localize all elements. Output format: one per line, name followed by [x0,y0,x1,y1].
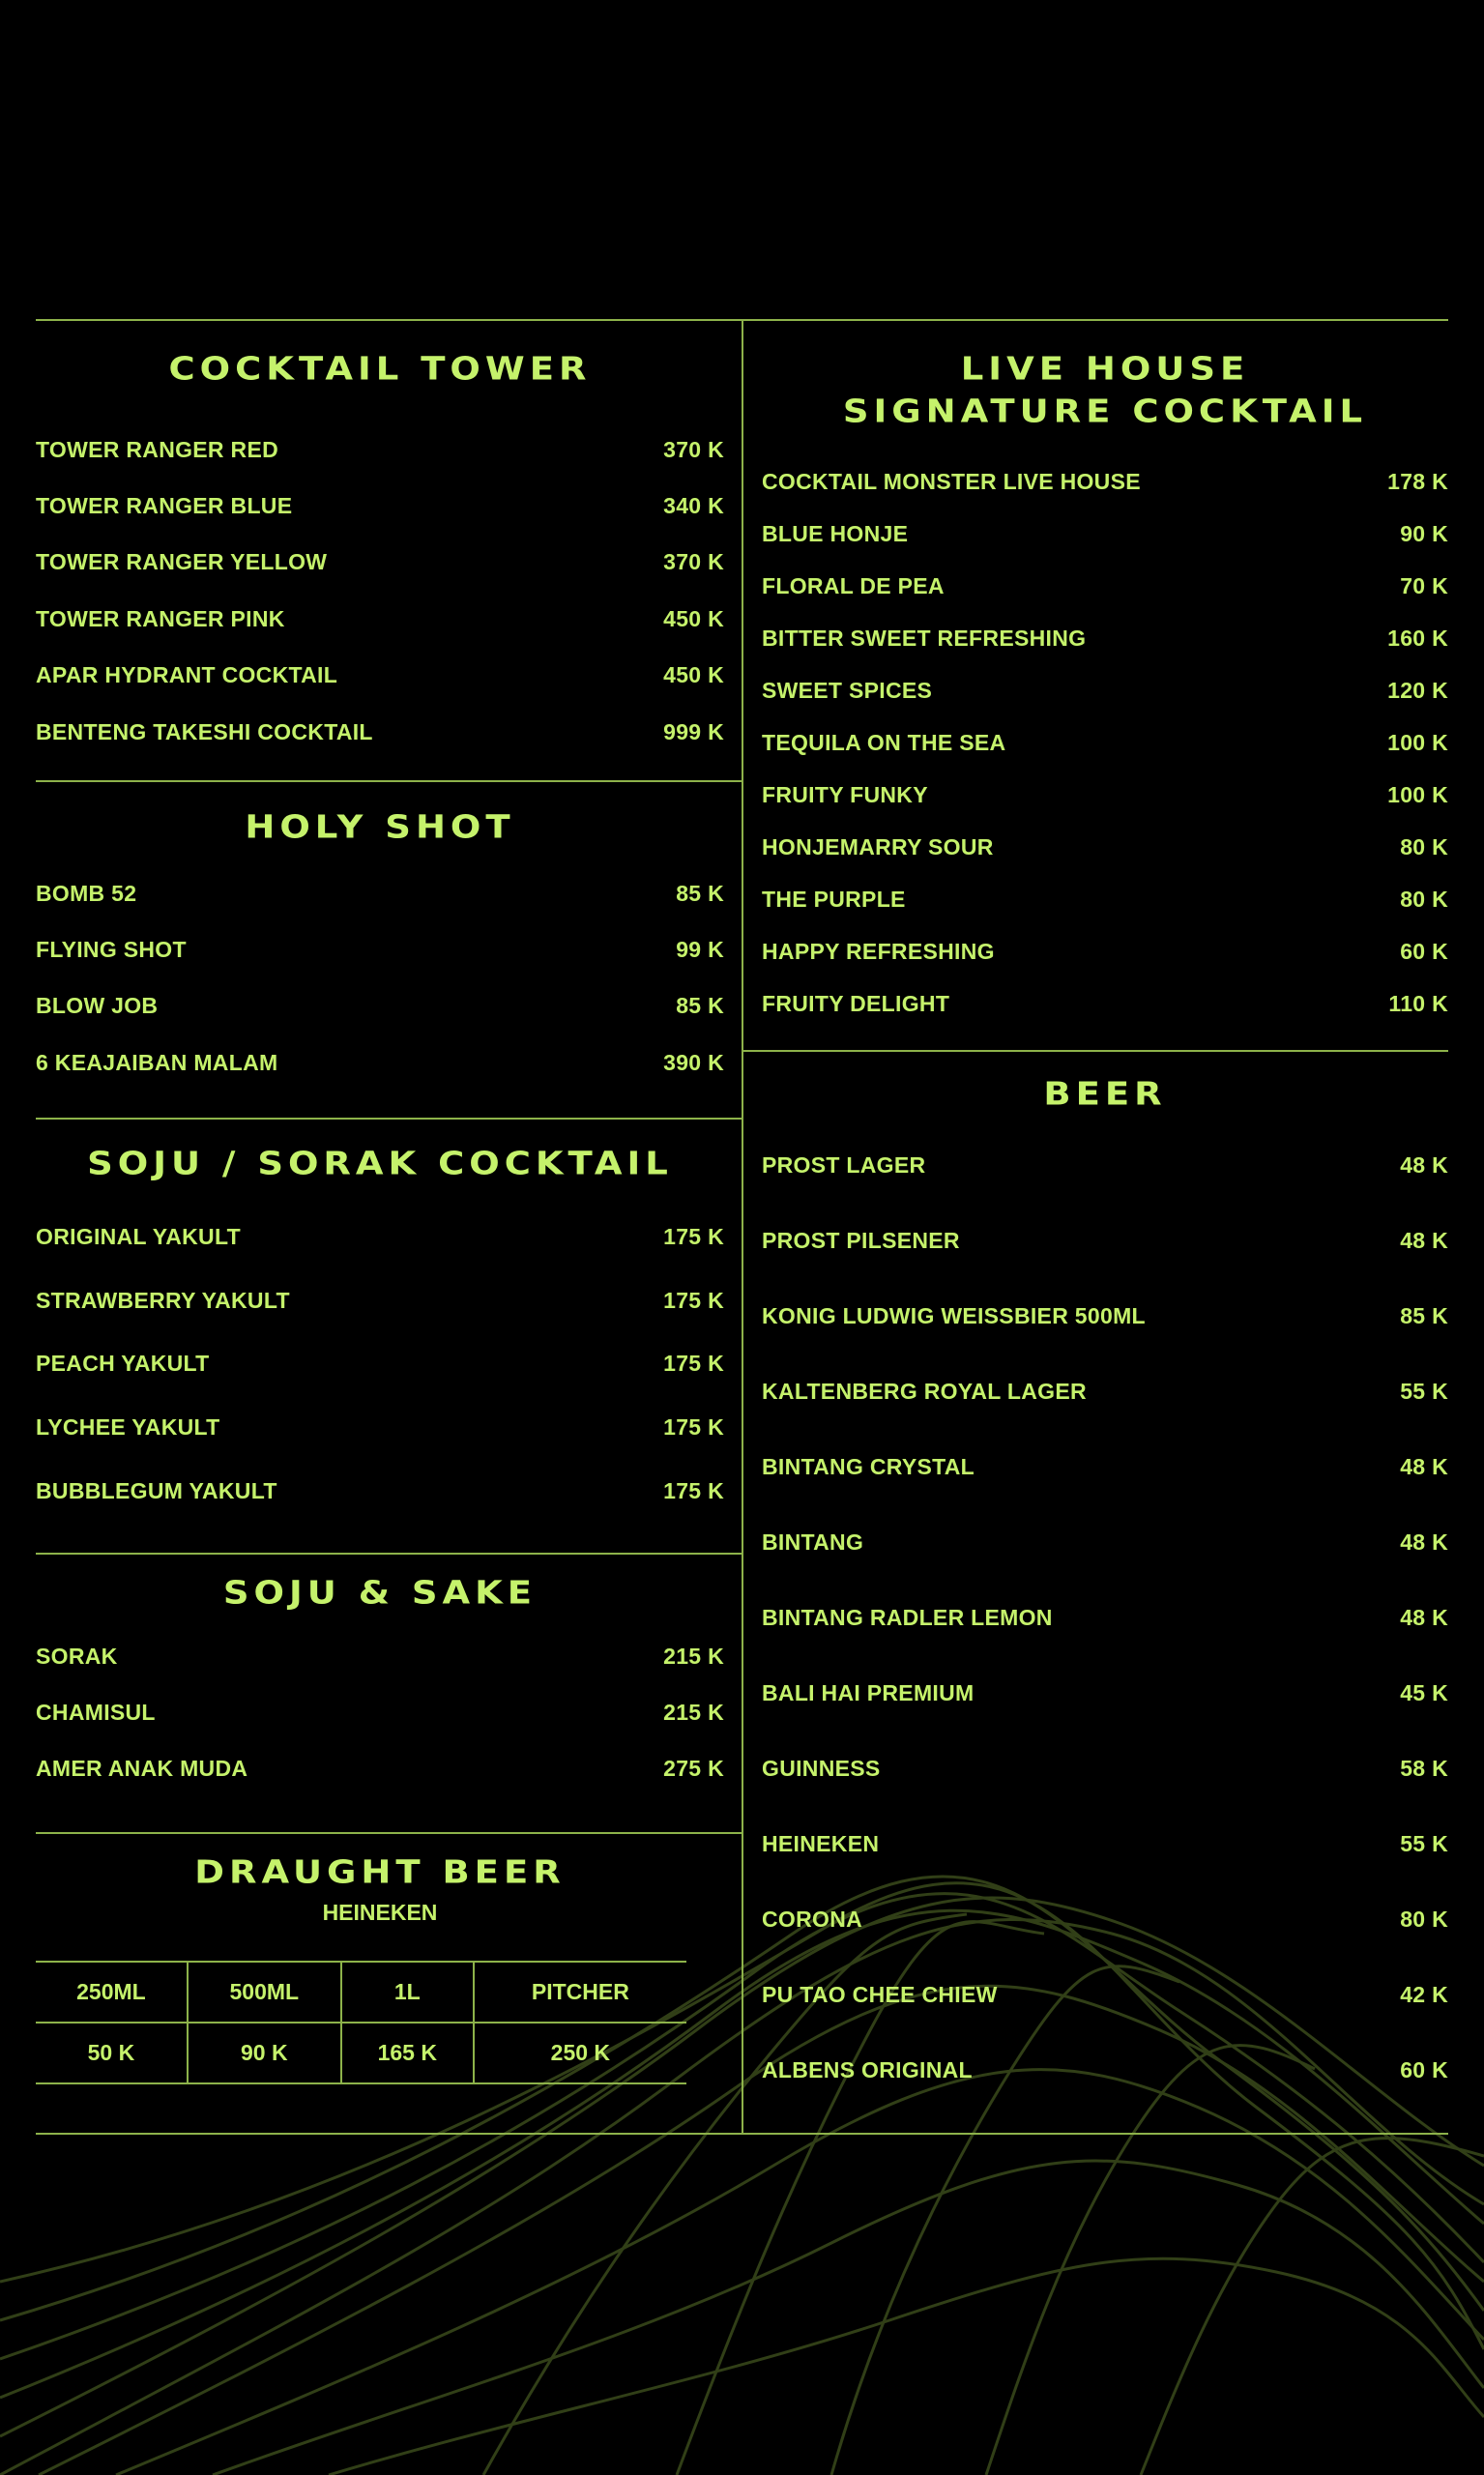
menu-item [36,1459,724,1523]
menu-item [762,560,1448,612]
item-name: ORIGINAL YAKULT [36,1224,241,1250]
item-name: SWEET SPICES [762,677,933,703]
item-name: BOMB 52 [36,880,137,906]
menu-item [36,478,724,534]
item-name: TOWER RANGER RED [36,436,278,462]
item-name: TEQUILA ON THE SEA [762,729,1006,755]
menu-item [762,1429,1448,1504]
item-name: BUBBLEGUM YAKULT [36,1477,277,1503]
menu-item [762,1580,1448,1655]
cocktail-tower-title: COCKTAIL TOWER [168,350,592,388]
item-price: 100 K [1387,781,1448,807]
menu-item [762,1731,1448,1806]
item-name: TOWER RANGER BLUE [36,493,293,519]
item-name: TOWER RANGER YELLOW [36,549,328,575]
item-name: BINTANG [762,1529,864,1555]
menu-item [762,1504,1448,1580]
item-price: 160 K [1387,625,1448,651]
soju-sorak-list [36,1206,724,1523]
item-name: BINTANG CRYSTAL [762,1453,975,1479]
menu-item [762,716,1448,769]
menu-item [762,1655,1448,1731]
menu-item [762,977,1448,1030]
menu-item [36,1396,724,1460]
item-name: HEINEKEN [762,1830,880,1856]
draught-beer-brand: HEINEKEN [322,1900,438,1925]
beer-list [762,1127,1448,2108]
menu-item [36,1332,724,1396]
menu-item [762,1127,1448,1203]
item-price: 85 K [676,993,724,1019]
item-price: 48 K [1400,1604,1448,1630]
item-price: 99 K [676,937,724,963]
soju-sake-section [36,1572,724,1615]
holy-shot-list [36,865,724,1092]
menu-item [762,508,1448,560]
menu-item [762,769,1448,821]
divider-after-cocktail-tower [36,780,742,782]
item-name: GUINNESS [762,1755,881,1781]
menu-item [36,1269,724,1333]
item-name: TOWER RANGER PINK [36,605,285,631]
menu-item [762,1881,1448,1957]
item-name: PEACH YAKULT [36,1351,210,1377]
size-row [36,1962,686,2023]
item-name: FLYING SHOT [36,937,187,963]
item-name: FRUITY FUNKY [762,781,928,807]
menu-item [762,873,1448,925]
live-house-section [762,348,1448,433]
item-price: 175 K [663,1414,724,1441]
item-name: CORONA [762,1906,863,1932]
live-house-title-line1: LIVE HOUSE [960,350,1250,388]
draught-beer-title: DRAUGHT BEER [194,1853,566,1891]
menu-item [762,2032,1448,2108]
item-name: BLUE HONJE [762,520,909,546]
item-price: 48 K [1400,1227,1448,1253]
beer-section [762,1073,1448,1116]
item-name: PROST LAGER [762,1151,926,1178]
divider-after-soju-sorak [36,1553,742,1555]
item-name: HAPPY REFRESHING [762,938,995,964]
item-price: 48 K [1400,1529,1448,1555]
size-cell: PITCHER [474,1962,686,2023]
menu-item [762,821,1448,873]
item-name: FRUITY DELIGHT [762,990,950,1016]
divider-after-holy-shot [36,1118,742,1120]
item-price: 370 K [663,436,724,462]
menu-item [36,1034,724,1091]
item-price: 100 K [1387,729,1448,755]
item-price: 90 K [1400,520,1448,546]
soju-sake-list [36,1628,724,1797]
menu-item [762,612,1448,664]
soju-sake-title: SOJU & SAKE [222,1574,538,1612]
item-name: FLORAL DE PEA [762,572,945,598]
item-price: 85 K [676,880,724,906]
menu-item [36,535,724,591]
item-price: 175 K [663,1287,724,1313]
soju-sorak-section [36,1143,724,1185]
item-price: 48 K [1400,1453,1448,1479]
size-cell: 500ML [188,1962,341,2023]
item-price: 58 K [1400,1755,1448,1781]
holy-shot-title: HOLY SHOT [245,808,515,846]
item-price: 80 K [1400,886,1448,912]
item-price: 48 K [1400,1151,1448,1178]
item-price: 70 K [1400,572,1448,598]
item-name: COCKTAIL MONSTER LIVE HOUSE [762,468,1141,494]
item-price: 215 K [663,1643,724,1669]
item-name: PU TAO CHEE CHIEW [762,1981,998,2007]
price-cell: 250 K [474,2023,686,2083]
item-name: HONJEMARRY SOUR [762,833,994,859]
cocktail-tower-section [36,348,724,391]
item-price: 450 K [663,605,724,631]
menu-item [36,921,724,977]
item-price: 120 K [1387,677,1448,703]
item-name: PROST PILSENER [762,1227,960,1253]
draught-beer-section [36,1851,724,1926]
menu-item [36,704,724,760]
item-price: 175 K [663,1477,724,1503]
menu-item [36,978,724,1034]
menu-item [36,648,724,704]
item-name: STRAWBERRY YAKULT [36,1287,290,1313]
item-name: BITTER SWEET REFRESHING [762,625,1087,651]
item-name: AMER ANAK MUDA [36,1756,248,1782]
price-cell: 50 K [36,2023,188,2083]
menu-item [762,1354,1448,1429]
item-price: 275 K [663,1756,724,1782]
draught-beer-table [36,1961,686,2084]
menu-item [762,1278,1448,1354]
divider-after-live-house [743,1050,1448,1052]
item-name: CHAMISUL [36,1700,156,1726]
item-price: 450 K [663,662,724,688]
menu-item [762,664,1448,716]
menu-item [36,591,724,647]
item-price: 178 K [1387,468,1448,494]
item-name: SORAK [36,1643,118,1669]
item-name: BINTANG RADLER LEMON [762,1604,1053,1630]
item-price: 110 K [1388,990,1448,1016]
beer-title: BEER [1043,1075,1167,1113]
item-price: 80 K [1400,1906,1448,1932]
soju-sorak-title: SOJU / SORAK COCKTAIL [87,1145,673,1182]
item-name: ALBENS ORIGINAL [762,2056,973,2082]
item-price: 175 K [663,1351,724,1377]
item-price: 999 K [663,718,724,744]
item-price: 45 K [1400,1679,1448,1705]
item-price: 340 K [663,493,724,519]
center-divider [742,319,743,2135]
item-name: THE PURPLE [762,886,906,912]
item-name: BLOW JOB [36,993,159,1019]
live-house-title-line2: SIGNATURE COCKTAIL [842,393,1368,430]
menu-item [762,1806,1448,1881]
menu-item [36,1628,724,1684]
item-price: 42 K [1400,1981,1448,2007]
item-price: 55 K [1400,1830,1448,1856]
item-name: 6 KEAJAIBAN MALAM [36,1049,278,1075]
size-cell: 1L [341,1962,474,2023]
menu-item [36,1206,724,1269]
item-name: LYCHEE YAKULT [36,1414,220,1441]
item-name: APAR HYDRANT COCKTAIL [36,662,338,688]
item-price: 85 K [1400,1302,1448,1328]
holy-shot-section [36,806,724,849]
item-price: 390 K [663,1049,724,1075]
item-price: 60 K [1400,938,1448,964]
menu-item [36,422,724,478]
live-house-list [762,455,1448,1030]
item-price: 175 K [663,1224,724,1250]
item-name: BENTENG TAKESHI COCKTAIL [36,718,373,744]
menu-item [762,925,1448,977]
size-cell: 250ML [36,1962,188,2023]
item-name: BALI HAI PREMIUM [762,1679,975,1705]
cocktail-tower-list [36,422,724,760]
item-price: 80 K [1400,833,1448,859]
price-row [36,2023,686,2083]
menu-item [36,1741,724,1797]
item-name: KALTENBERG ROYAL LAGER [762,1378,1087,1404]
menu-item [36,865,724,921]
menu-item [762,455,1448,508]
item-price: 370 K [663,549,724,575]
item-price: 55 K [1400,1378,1448,1404]
price-cell: 165 K [341,2023,474,2083]
price-cell: 90 K [188,2023,341,2083]
item-price: 215 K [663,1700,724,1726]
menu-item [36,1684,724,1740]
divider-after-soju-sake [36,1832,742,1834]
item-price: 60 K [1400,2056,1448,2082]
menu-item [762,1203,1448,1278]
item-name: KONIG LUDWIG WEISSBIER 500ML [762,1302,1146,1328]
menu-item [762,1957,1448,2032]
